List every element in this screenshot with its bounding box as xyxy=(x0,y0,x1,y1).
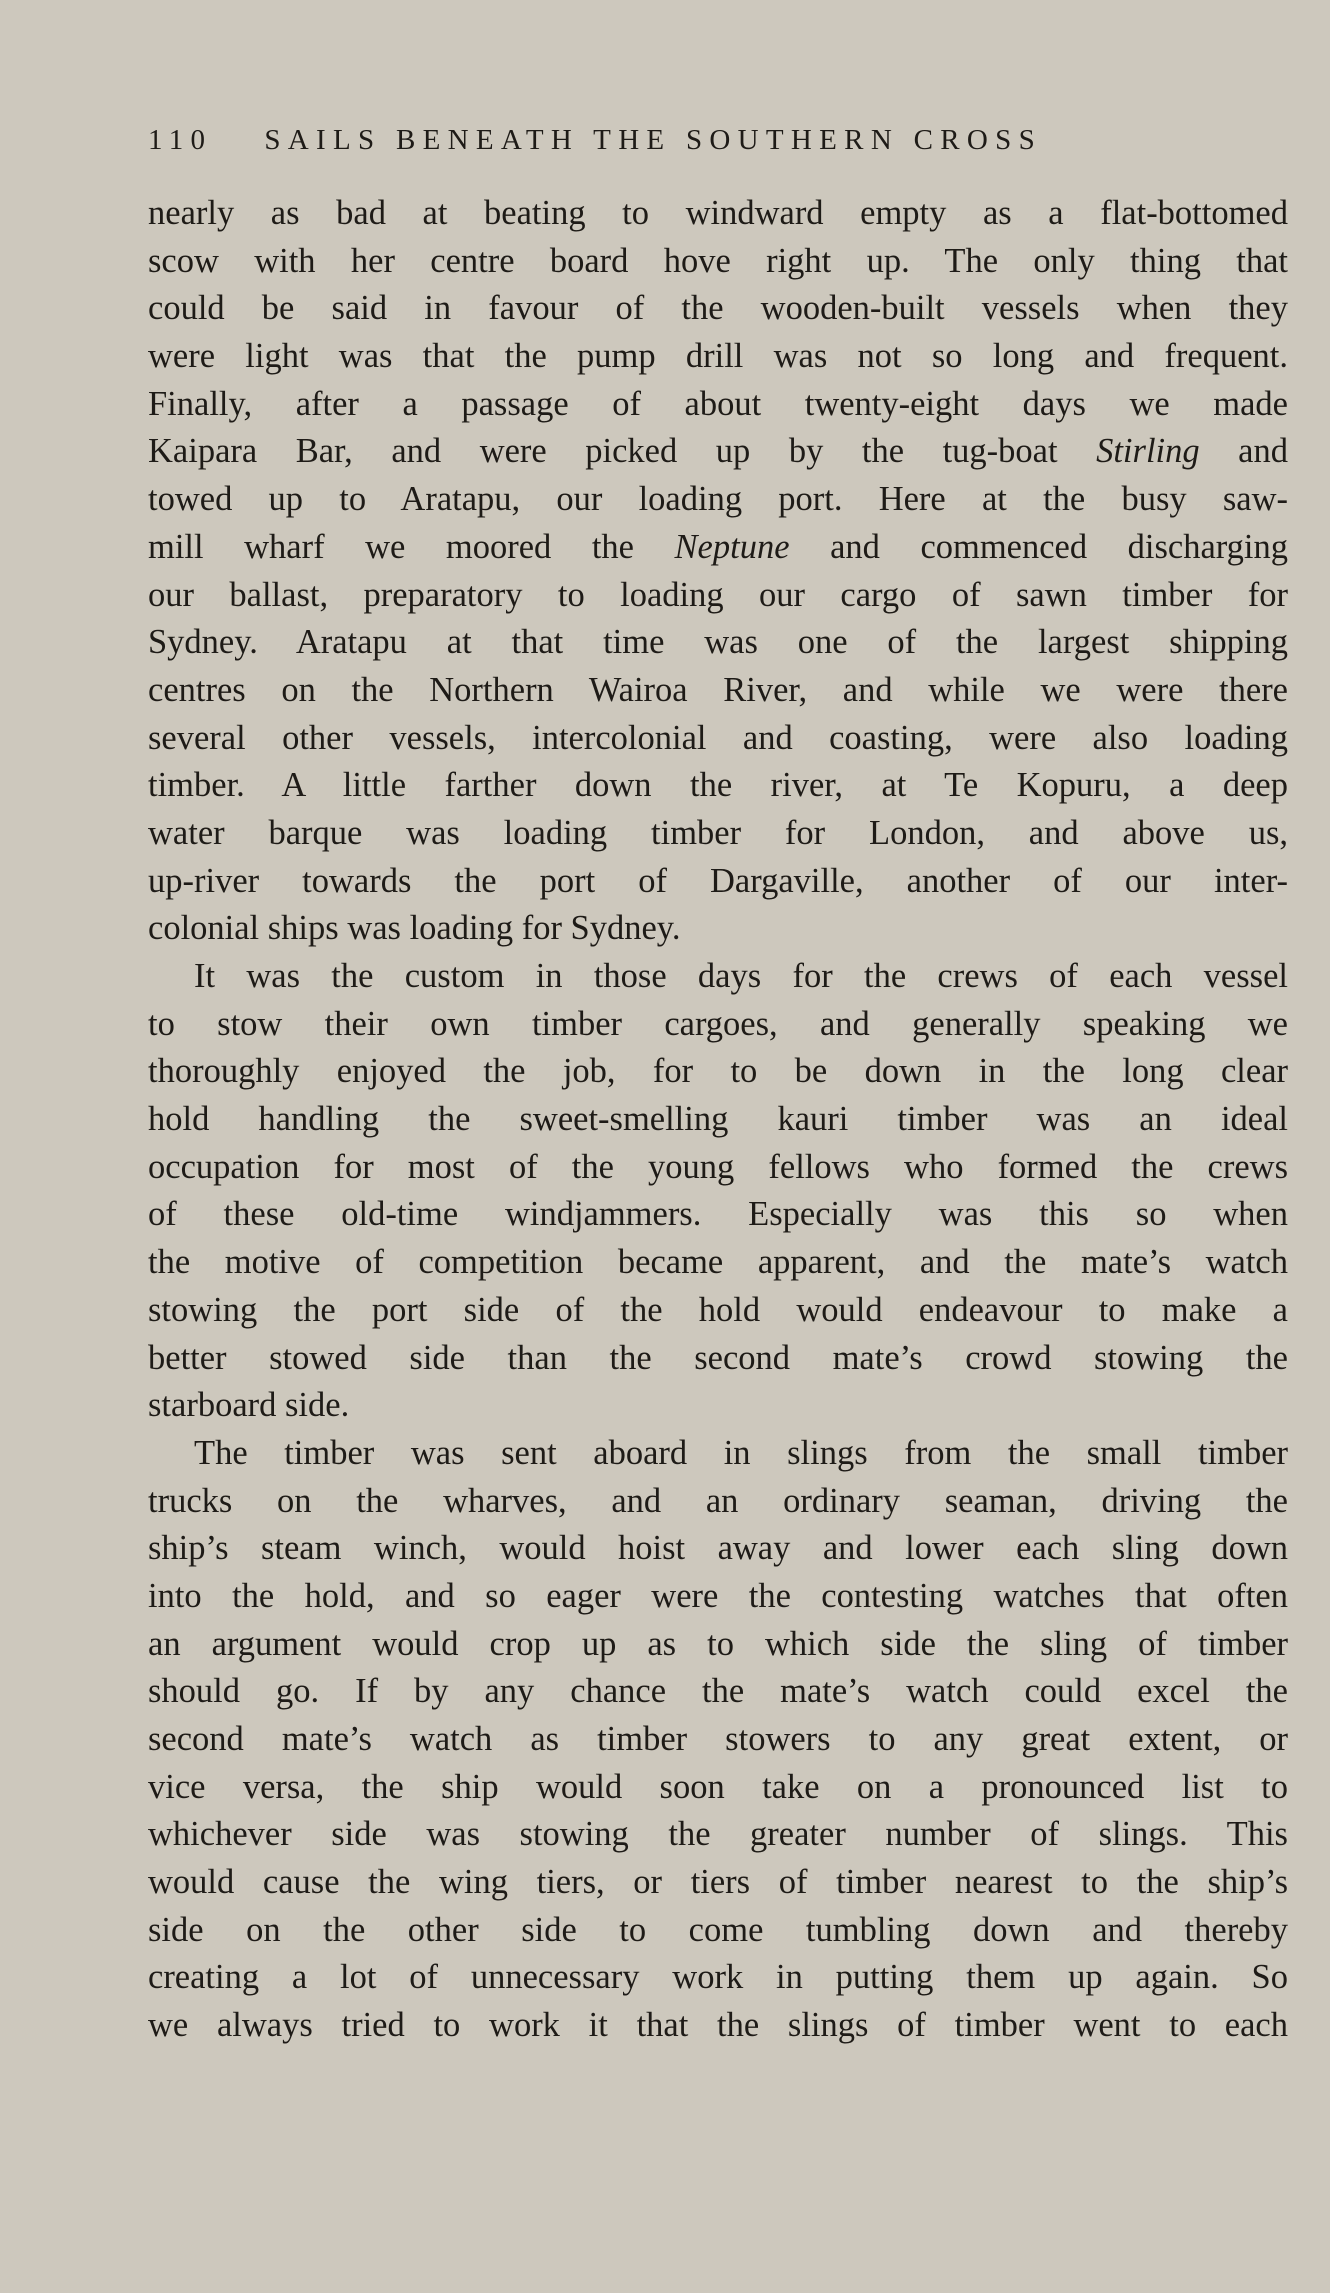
text-line: hold handling the sweet-smelling kauri timber was an ideal xyxy=(148,1100,1288,1139)
line-text: mill wharf we moored the xyxy=(148,527,675,566)
text-line: vice versa, the ship would soon take on a pronounced list to xyxy=(148,1767,1288,1806)
text-line: trucks on the wharves, and an ordinary seaman, driving the xyxy=(148,1481,1288,1520)
text-line: second mate’s watch as timber stowers to any great extent, or xyxy=(148,1720,1288,1758)
page-number: 110 xyxy=(148,124,213,156)
text-line: Sydney. Aratapu at that time was one of the largest shipping xyxy=(148,623,1288,662)
text-line: whichever side was stowing the greater number of slings. This xyxy=(148,1815,1288,1854)
text-line: we always tried to work it that the slings of timber went to each xyxy=(148,2006,1288,2045)
text-line: should go. If by any chance the mate’s watch could excel the xyxy=(148,1672,1288,1711)
text-line: Finally, after a passage of about twenty-eight days we made xyxy=(148,384,1288,423)
text-line: water barque was loading timber for London, and above us, xyxy=(148,813,1288,852)
text-line: side on the other side to come tumbling down and thereby xyxy=(148,1910,1288,1949)
text-line: would cause the wing tiers, or tiers of timber nearest to the ship’s xyxy=(148,1863,1288,1902)
text-line: scow with her centre board hove right up. The only thing that xyxy=(148,241,1288,280)
text-line: to stow their own timber cargoes, and generally speaking we xyxy=(148,1004,1288,1043)
paragraph xyxy=(148,953,1288,1430)
line-text: and commenced discharging xyxy=(789,527,1288,566)
text-line: nearly as bad at beating to windward empty as a flat-bottomed xyxy=(148,194,1288,232)
text-line: centres on the Northern Wairoa River, and while we were there xyxy=(148,670,1288,709)
text-line: starboard side. xyxy=(148,1386,350,1425)
running-header xyxy=(148,124,1288,157)
text-line: It was the custom in those days for the crews of each vessel xyxy=(194,957,1288,995)
text-line: the motive of competition became apparent, and the mate’s watch xyxy=(148,1243,1288,1282)
text-line: up-river towards the port of Dargaville, another of our inter- xyxy=(148,861,1288,900)
text-line: our ballast, preparatory to loading our cargo of sawn timber for xyxy=(148,575,1288,614)
vessel-name: Stirling xyxy=(1096,432,1200,471)
line-text: and xyxy=(1199,432,1288,471)
text-line: of these old-time windjammers. Especially was this so when xyxy=(148,1195,1288,1234)
text-line: stowing the port side of the hold would endeavour to make a xyxy=(148,1290,1288,1329)
line-text: Kaipara Bar, and were picked up by the tug-boat xyxy=(148,432,1097,471)
text-line: occupation for most of the young fellows who formed the crews xyxy=(148,1147,1288,1186)
text-line xyxy=(148,524,1288,572)
text-line: colonial ships was loading for Sydney. xyxy=(148,909,681,948)
text-line: The timber was sent aboard in slings from the small timber xyxy=(194,1433,1288,1472)
running-title: SAILS BENEATH THE SOUTHERN CROSS xyxy=(264,124,1043,156)
text-line: were light was that the pump drill was not so long and frequent. xyxy=(148,337,1288,376)
text-line: ship’s steam winch, would hoist away and lower each sling down xyxy=(148,1529,1288,1568)
text-line: creating a lot of unnecessary work in putting them up again. So xyxy=(148,1958,1288,1997)
text-line: into the hold, and so eager were the contesting watches that often xyxy=(148,1576,1288,1615)
vessel-name: Neptune xyxy=(674,527,790,566)
text-line: better stowed side than the second mate’s crowd stowing the xyxy=(148,1338,1288,1377)
paragraph xyxy=(148,190,1288,953)
text-line xyxy=(148,428,1288,476)
text-line: an argument would crop up as to which side the sling of timber xyxy=(148,1624,1288,1663)
paragraph xyxy=(148,1430,1288,2050)
text-line: thoroughly enjoyed the job, for to be down in the long clear xyxy=(148,1052,1288,1091)
text-line: timber. A little farther down the river, at Te Kopuru, a deep xyxy=(148,766,1288,805)
text-line: several other vessels, intercolonial and coasting, were also loading xyxy=(148,718,1288,757)
page-body-text xyxy=(148,190,1288,2050)
text-line: towed up to Aratapu, our loading port. Here at the busy saw- xyxy=(148,480,1288,519)
text-line: could be said in favour of the wooden-built vessels when they xyxy=(148,289,1288,328)
